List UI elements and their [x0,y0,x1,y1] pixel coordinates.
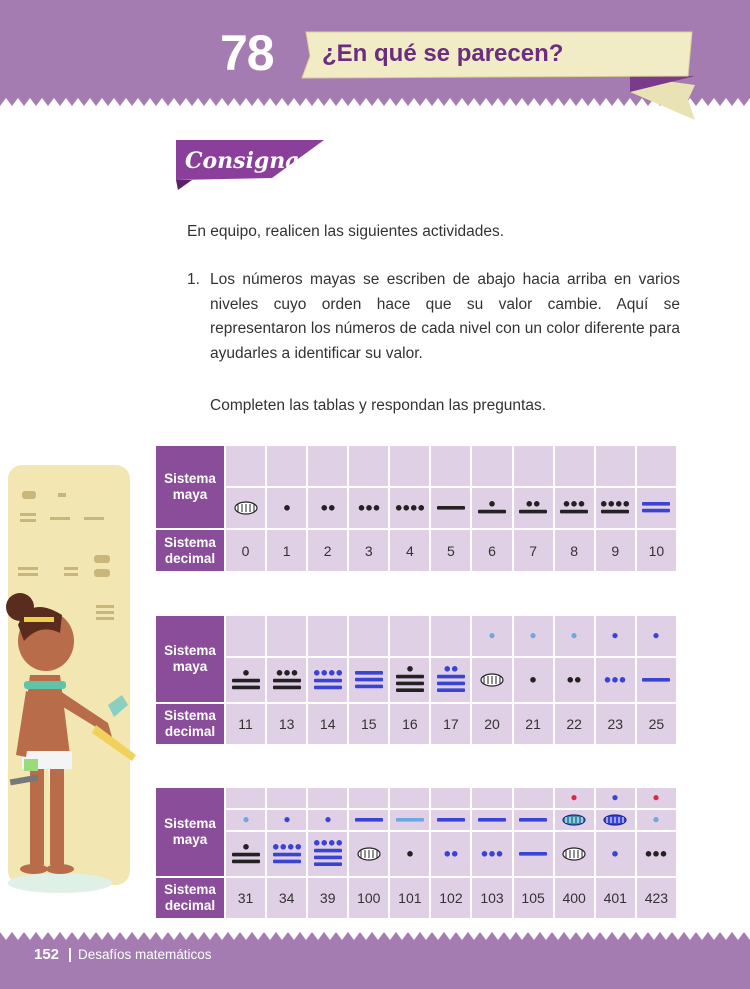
bar-icon [437,506,465,510]
row-label-decimal: Sistema decimal [156,704,224,744]
maya-numeral [474,849,510,860]
maya-cell-mid [637,810,676,830]
maya-numeral [310,503,346,514]
decimal-cell: 9 [596,530,635,571]
dot-icon [568,677,574,683]
dot-icon [575,677,581,683]
maya-cell-mid [349,810,388,830]
bar-icon [273,859,301,863]
maya-numeral [556,675,592,686]
decimal-cell: 401 [596,878,635,918]
bar-icon [232,859,260,863]
decimal-cell: 21 [514,704,553,744]
dot-icon [336,840,342,846]
maya-cell-low [637,832,676,876]
maya-numeral [638,849,674,860]
maya-cell-top [390,788,429,808]
maya-numeral [269,668,305,692]
maya-cell-mid [226,810,265,830]
maya-numeral [392,664,428,695]
maya-cell-low [308,658,347,702]
dot-icon [616,501,622,507]
page-number: 152 [34,946,60,963]
maya-cell-top [596,446,635,486]
bar-icon [314,863,342,867]
maya-cell-low [349,832,388,876]
decimal-cell: 34 [267,878,306,918]
bar-icon [560,510,588,514]
decimal-cell: 17 [431,704,470,744]
dot-icon [654,633,659,638]
maya-cell-top [472,446,511,486]
dot-icon [243,670,249,676]
shell-icon [358,848,380,860]
dot-icon [530,633,535,638]
maya-cell-mid [308,810,347,830]
maya-cell-low [390,832,429,876]
maya-cell-top [555,788,594,808]
decimal-cell: 20 [472,704,511,744]
decimal-cell: 105 [514,878,553,918]
dot-icon [243,817,248,822]
maya-numeral [597,813,633,827]
dot-icon [497,851,503,857]
dot-icon [530,677,536,683]
decimal-cell: 10 [637,530,676,571]
row-label-maya: Sistema maya [156,616,224,702]
maya-cell-low [431,488,470,528]
decimal-cell: 14 [308,704,347,744]
maya-cell-low [514,832,553,876]
dot-icon [284,505,290,511]
maya-cell-low [514,658,553,702]
maya-numeral [228,500,264,516]
maya-cell-mid [472,810,511,830]
shell-icon [563,815,585,825]
dot-icon [613,795,618,800]
row-label-decimal: Sistema decimal [156,530,224,571]
maya-cell-top [226,446,265,486]
bar-icon [314,856,342,860]
maya-cell-mid [267,810,306,830]
bar-icon [273,685,301,689]
maya-table-2 [154,614,678,746]
maya-numeral [638,676,674,685]
dot-icon [624,501,630,507]
intro-text: En equipo, realicen las siguientes actividades. [187,223,505,240]
decimal-cell: 11 [226,704,265,744]
dot-icon [609,501,615,507]
decimal-cell: 22 [555,704,594,744]
maya-cell-low [267,832,306,876]
maya-numeral [515,499,551,517]
maya-cell-low [472,658,511,702]
maya-numeral [433,816,469,825]
maya-cell-low [555,658,594,702]
bar-icon [519,852,547,856]
dot-icon [329,670,335,676]
maya-numeral [228,668,264,692]
maya-numeral [351,669,387,691]
bar-icon [355,818,383,822]
maya-numeral [351,816,387,825]
bar-icon [519,510,547,514]
dot-icon [452,851,458,857]
shell-icon [604,815,626,825]
item-number: 1. [187,271,200,288]
maya-cell-top [596,616,635,656]
maya-numeral [638,500,674,516]
dot-icon [646,851,652,857]
dot-icon [612,677,618,683]
maya-numeral [515,675,551,686]
dot-icon [314,670,320,676]
maya-cell-top [637,616,676,656]
maya-cell-low [472,832,511,876]
maya-numeral [310,668,346,692]
dot-icon [336,670,342,676]
decimal-cell: 3 [349,530,388,571]
maya-numeral [310,838,346,869]
maya-cell-mid [390,810,429,830]
maya-numeral [269,503,305,514]
dot-icon [284,817,289,822]
decimal-cell: 5 [431,530,470,571]
dot-icon [654,817,659,822]
dot-icon [273,844,279,850]
bar-icon [437,675,465,679]
maya-cell-low [555,488,594,528]
maya-cell-low [349,658,388,702]
maya-numeral [351,846,387,862]
decimal-cell: 6 [472,530,511,571]
maya-cell-low [308,488,347,528]
dot-icon [661,851,667,857]
dot-icon [654,795,659,800]
bar-icon [642,509,670,513]
maya-cell-low [390,658,429,702]
maya-cell-low [226,658,265,702]
decimal-cell: 1 [267,530,306,571]
maya-cell-low [514,488,553,528]
maya-cell-top [267,446,306,486]
maya-cell-top [431,446,470,486]
dot-icon [411,505,417,511]
bar-icon [314,685,342,689]
maya-cell-low [431,658,470,702]
maya-numeral [433,504,469,513]
shell-icon [235,502,257,514]
dot-icon [288,844,294,850]
decimal-cell: 2 [308,530,347,571]
bar-icon [273,679,301,683]
maya-cell-top [472,788,511,808]
dot-icon [329,840,335,846]
maya-numeral [638,631,674,641]
mayan-scribe-illustration [0,455,150,895]
dot-icon [329,505,335,511]
bar-icon [355,684,383,688]
maya-cell-top [349,616,388,656]
dot-icon [489,633,494,638]
bar-icon [642,502,670,506]
decimal-cell: 4 [390,530,429,571]
bar-icon [437,682,465,686]
dot-icon [407,666,413,672]
bar-icon [519,818,547,822]
maya-numeral [392,503,428,514]
maya-cell-top [637,788,676,808]
maya-numeral [228,842,264,866]
maya-numeral [556,793,592,803]
maya-numeral [310,815,346,825]
dot-icon [291,670,297,676]
maya-cell-top [267,616,306,656]
maya-numeral [474,816,510,825]
bar-icon [314,679,342,683]
dot-icon [452,666,458,672]
dot-icon [243,844,249,850]
stela-stone [8,465,130,885]
maya-numeral [597,793,633,803]
maya-cell-top [308,446,347,486]
dot-icon [572,795,577,800]
consigna-heading: Consigna [185,148,300,174]
bar-icon [478,818,506,822]
maya-numeral [556,813,592,827]
maya-cell-top [596,788,635,808]
dot-icon [605,677,611,683]
dot-icon [358,505,364,511]
dot-icon [601,501,607,507]
maya-cell-low [596,488,635,528]
maya-cell-top [514,616,553,656]
dot-icon [564,501,570,507]
dot-icon [321,505,327,511]
maya-cell-top [514,446,553,486]
maya-numeral [638,815,674,825]
maya-cell-top [390,616,429,656]
maya-numeral [556,499,592,517]
maya-cell-top [431,616,470,656]
maya-numeral [515,631,551,641]
maya-cell-low [555,832,594,876]
bar-icon [273,853,301,857]
maya-numeral [638,793,674,803]
decimal-cell: 0 [226,530,265,571]
dot-icon [482,851,488,857]
dot-icon [534,501,540,507]
decimal-cell: 39 [308,878,347,918]
maya-table-3 [154,786,678,920]
dot-icon [295,844,301,850]
maya-cell-low [596,832,635,876]
maya-cell-top [555,616,594,656]
maya-cell-mid [514,810,553,830]
decimal-cell: 102 [431,878,470,918]
maya-cell-top [431,788,470,808]
dot-icon [314,840,320,846]
maya-numeral [597,499,633,517]
dot-icon [489,851,495,857]
maya-cell-low [226,488,265,528]
maya-cell-low [349,488,388,528]
maya-numeral [351,503,387,514]
dot-icon [325,817,330,822]
dot-icon [276,670,282,676]
dot-icon [366,505,372,511]
maya-cell-mid [596,810,635,830]
row-label-maya: Sistema maya [156,788,224,876]
footer-separator [69,948,71,962]
maya-cell-low [637,488,676,528]
dot-icon [444,666,450,672]
maya-cell-top [349,446,388,486]
bar-icon [437,689,465,693]
decimal-cell: 7 [514,530,553,571]
maya-cell-low [637,658,676,702]
maya-numeral [474,499,510,517]
bar-icon [642,678,670,682]
dot-icon [403,505,409,511]
bar-icon [232,679,260,683]
dot-icon [571,501,577,507]
lesson-number: 78 [220,25,274,81]
maya-table-1 [154,444,678,573]
maya-numeral [597,631,633,641]
dot-icon [418,505,424,511]
decimal-cell: 400 [555,878,594,918]
dot-icon [407,851,413,857]
dot-icon [572,633,577,638]
maya-numeral [392,816,428,825]
decimal-cell: 16 [390,704,429,744]
maya-cell-top [308,616,347,656]
decimal-cell: 8 [555,530,594,571]
bar-icon [396,675,424,679]
maya-numeral [556,631,592,641]
maya-cell-low [596,658,635,702]
dot-icon [527,501,533,507]
dot-icon [280,844,286,850]
bar-icon [396,682,424,686]
maya-cell-low [308,832,347,876]
maya-cell-top [226,616,265,656]
dot-icon [321,840,327,846]
maya-cell-top [349,788,388,808]
maya-cell-top [390,446,429,486]
bar-icon [232,685,260,689]
maya-numeral [433,849,469,860]
bar-icon [232,853,260,857]
maya-cell-low [226,832,265,876]
page-title: ¿En qué se parecen? [322,40,564,67]
bar-icon [601,510,629,514]
bar-icon [396,689,424,693]
shell-icon [481,674,503,686]
dot-icon [620,677,626,683]
maya-numeral [474,631,510,641]
bar-icon [478,510,506,514]
maya-numeral [228,815,264,825]
maya-cell-top [267,788,306,808]
maya-cell-mid [431,810,470,830]
maya-cell-top [555,446,594,486]
maya-numeral [597,849,633,860]
decimal-cell: 31 [226,878,265,918]
decimal-cell: 25 [637,704,676,744]
dot-icon [613,633,618,638]
bar-icon [355,671,383,675]
dot-icon [654,851,660,857]
bar-icon [396,818,424,822]
dot-icon [321,670,327,676]
dot-icon [373,505,379,511]
decimal-cell: 100 [349,878,388,918]
bar-icon [355,678,383,682]
maya-numeral [269,842,305,866]
maya-numeral [556,846,592,862]
book-title: Desafíos matemáticos [78,947,212,962]
maya-cell-top [472,616,511,656]
item-text: Los números mayas se escriben de abajo hacia arriba en varios niveles cuyo orden hace que su valor cambie. Aquí se representaron los números de cada nivel con un color diferente para ayudarles a identificar su valor. [210,271,680,362]
maya-numeral [433,664,469,695]
maya-cell-low [390,488,429,528]
dot-icon [444,851,450,857]
maya-numeral [474,672,510,688]
maya-numeral [515,816,551,825]
maya-cell-low [267,488,306,528]
row-label-maya: Sistema maya [156,446,224,528]
maya-cell-top [514,788,553,808]
maya-cell-low [431,832,470,876]
decimal-cell: 423 [637,878,676,918]
maya-numeral [597,675,633,686]
instruction-text: Completen las tablas y respondan las preguntas. [210,397,547,414]
decimal-cell: 103 [472,878,511,918]
maya-cell-top [637,446,676,486]
decimal-cell: 15 [349,704,388,744]
bar-icon [437,818,465,822]
maya-cell-top [226,788,265,808]
row-label-decimal: Sistema decimal [156,878,224,918]
decimal-cell: 23 [596,704,635,744]
dot-icon [284,670,290,676]
maya-cell-low [472,488,511,528]
dot-icon [579,501,585,507]
decimal-cell: 13 [267,704,306,744]
shell-icon [563,848,585,860]
dot-icon [396,505,402,511]
decimal-cell: 101 [390,878,429,918]
maya-cell-top [308,788,347,808]
dot-icon [612,851,618,857]
maya-cell-mid [555,810,594,830]
dot-icon [489,501,495,507]
maya-cell-low [267,658,306,702]
maya-numeral [515,850,551,859]
bar-icon [314,849,342,853]
maya-numeral [269,815,305,825]
maya-numeral [392,849,428,860]
